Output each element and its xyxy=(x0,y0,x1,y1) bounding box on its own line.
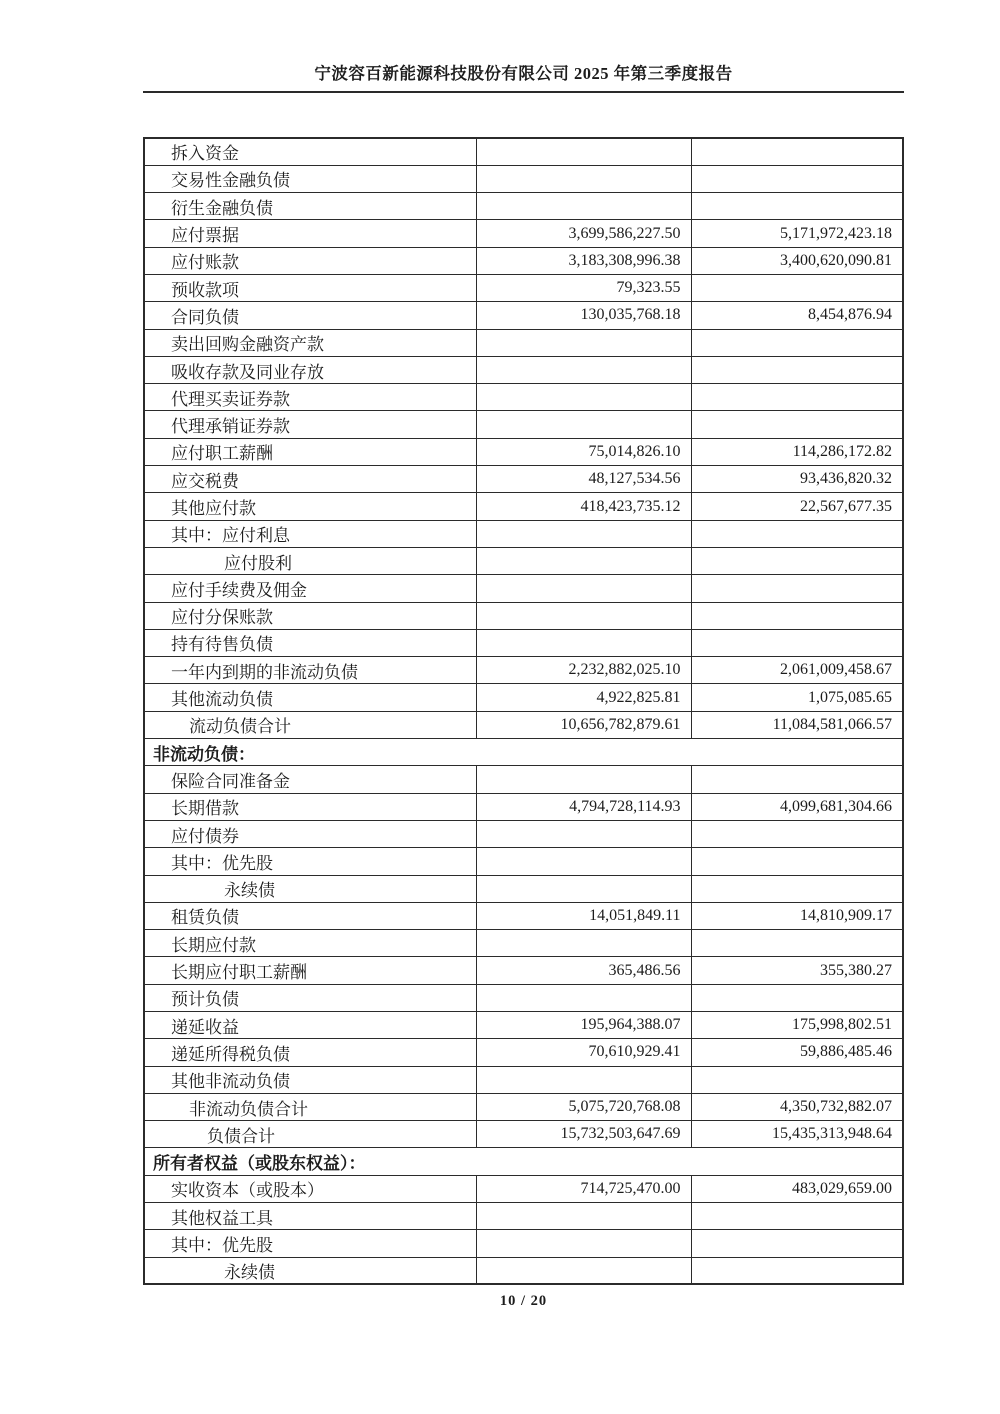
item-label-cell: 递延所得税负债 xyxy=(144,1039,476,1066)
item-label-cell: 吸收存款及同业存放 xyxy=(144,356,476,383)
amount-cell-col1: 5,075,720,768.08 xyxy=(476,1093,691,1120)
amount-cell-col2: 59,886,485.46 xyxy=(691,1039,903,1066)
item-label-cell: 交易性金融负债 xyxy=(144,165,476,192)
amount-cell-col2: 8,454,876.94 xyxy=(691,302,903,329)
amount-cell-col2 xyxy=(691,1230,903,1257)
amount-cell-col1 xyxy=(476,329,691,356)
amount-cell-col2 xyxy=(691,875,903,902)
table-row xyxy=(144,684,903,711)
amount-cell-col1: 3,183,308,996.38 xyxy=(476,247,691,274)
amount-cell-col2: 5,171,972,423.18 xyxy=(691,220,903,247)
table-row xyxy=(144,138,903,165)
amount-cell-col2 xyxy=(691,547,903,574)
amount-cell-col2 xyxy=(691,820,903,847)
item-label-cell: 非流动负债合计 xyxy=(144,1093,476,1120)
amount-cell-col2: 1,075,085.65 xyxy=(691,684,903,711)
table-row xyxy=(144,575,903,602)
amount-cell-col1 xyxy=(476,820,691,847)
table-row xyxy=(144,274,903,301)
item-label-cell: 永续债 xyxy=(144,875,476,902)
table-row xyxy=(144,657,903,684)
amount-cell-col1 xyxy=(476,1257,691,1284)
item-label-cell: 长期借款 xyxy=(144,793,476,820)
amount-cell-col1 xyxy=(476,356,691,383)
item-label-cell: 长期应付职工薪酬 xyxy=(144,957,476,984)
table-row xyxy=(144,1012,903,1039)
item-label-cell: 其中：应付利息 xyxy=(144,520,476,547)
item-label-cell: 负债合计 xyxy=(144,1121,476,1148)
table-row xyxy=(144,766,903,793)
item-label-cell: 应付职工薪酬 xyxy=(144,438,476,465)
amount-cell-col1 xyxy=(476,165,691,192)
amount-cell-col1: 4,922,825.81 xyxy=(476,684,691,711)
amount-cell-col1: 4,794,728,114.93 xyxy=(476,793,691,820)
amount-cell-col2: 11,084,581,066.57 xyxy=(691,711,903,738)
table-row xyxy=(144,165,903,192)
amount-cell-col2 xyxy=(691,629,903,656)
amount-cell-col1 xyxy=(476,930,691,957)
amount-cell-col2 xyxy=(691,602,903,629)
table-row xyxy=(144,411,903,438)
amount-cell-col1: 195,964,388.07 xyxy=(476,1012,691,1039)
amount-cell-col1 xyxy=(476,1066,691,1093)
table-row xyxy=(144,547,903,574)
amount-cell-col2 xyxy=(691,984,903,1011)
amount-cell-col1 xyxy=(476,411,691,438)
amount-cell-col2 xyxy=(691,930,903,957)
amount-cell-col2 xyxy=(691,329,903,356)
item-label-cell: 持有待售负债 xyxy=(144,629,476,656)
balance-sheet-table xyxy=(143,137,904,1285)
table-row xyxy=(144,1175,903,1202)
amount-cell-col2 xyxy=(691,193,903,220)
item-label-cell: 递延收益 xyxy=(144,1012,476,1039)
amount-cell-col1 xyxy=(476,602,691,629)
section-label-cell: 所有者权益（或股东权益）： xyxy=(144,1148,903,1175)
table-row xyxy=(144,1066,903,1093)
table-row xyxy=(144,302,903,329)
item-label-cell: 预收款项 xyxy=(144,274,476,301)
amount-cell-col1 xyxy=(476,138,691,165)
amount-cell-col1: 2,232,882,025.10 xyxy=(476,657,691,684)
table-row xyxy=(144,930,903,957)
section-label-cell: 非流动负债： xyxy=(144,739,903,766)
amount-cell-col2 xyxy=(691,274,903,301)
item-label-cell: 其中：优先股 xyxy=(144,1230,476,1257)
amount-cell-col1 xyxy=(476,193,691,220)
amount-cell-col2: 4,350,732,882.07 xyxy=(691,1093,903,1120)
amount-cell-col1: 14,051,849.11 xyxy=(476,902,691,929)
table-row xyxy=(144,1230,903,1257)
table-row xyxy=(144,220,903,247)
item-label-cell: 预计负债 xyxy=(144,984,476,1011)
amount-cell-col2 xyxy=(691,1203,903,1230)
item-label-cell: 卖出回购金融资产款 xyxy=(144,329,476,356)
item-label-cell: 其他非流动负债 xyxy=(144,1066,476,1093)
amount-cell-col1: 714,725,470.00 xyxy=(476,1175,691,1202)
item-label-cell: 合同负债 xyxy=(144,302,476,329)
table-row xyxy=(144,493,903,520)
amount-cell-col2: 355,380.27 xyxy=(691,957,903,984)
table-row xyxy=(144,902,903,929)
amount-cell-col1: 75,014,826.10 xyxy=(476,438,691,465)
amount-cell-col1 xyxy=(476,1203,691,1230)
amount-cell-col2: 93,436,820.32 xyxy=(691,466,903,493)
item-label-cell: 应交税费 xyxy=(144,466,476,493)
balance-sheet-rows xyxy=(144,138,903,1284)
table-row xyxy=(144,1203,903,1230)
item-label-cell: 应付分保账款 xyxy=(144,602,476,629)
table-row xyxy=(144,984,903,1011)
item-label-cell: 应付票据 xyxy=(144,220,476,247)
item-label-cell: 代理买卖证券款 xyxy=(144,384,476,411)
amount-cell-col2: 22,567,677.35 xyxy=(691,493,903,520)
amount-cell-col2 xyxy=(691,1066,903,1093)
item-label-cell: 其他应付款 xyxy=(144,493,476,520)
amount-cell-col1 xyxy=(476,1230,691,1257)
section-header-row xyxy=(144,1148,903,1175)
item-label-cell: 永续债 xyxy=(144,1257,476,1284)
amount-cell-col1: 130,035,768.18 xyxy=(476,302,691,329)
section-header-row xyxy=(144,739,903,766)
table-row xyxy=(144,602,903,629)
item-label-cell: 应付股利 xyxy=(144,547,476,574)
amount-cell-col1 xyxy=(476,984,691,1011)
amount-cell-col1 xyxy=(476,766,691,793)
item-label-cell: 其他流动负债 xyxy=(144,684,476,711)
table-row xyxy=(144,629,903,656)
item-label-cell: 拆入资金 xyxy=(144,138,476,165)
amount-cell-col1: 79,323.55 xyxy=(476,274,691,301)
table-row xyxy=(144,520,903,547)
item-label-cell: 应付账款 xyxy=(144,247,476,274)
table-row xyxy=(144,1039,903,1066)
amount-cell-col2: 3,400,620,090.81 xyxy=(691,247,903,274)
item-label-cell: 衍生金融负债 xyxy=(144,193,476,220)
table-row xyxy=(144,820,903,847)
table-row xyxy=(144,1121,903,1148)
amount-cell-col2: 114,286,172.82 xyxy=(691,438,903,465)
item-label-cell: 代理承销证券款 xyxy=(144,411,476,438)
table-row xyxy=(144,438,903,465)
amount-cell-col2 xyxy=(691,575,903,602)
amount-cell-col2 xyxy=(691,138,903,165)
table-row xyxy=(144,957,903,984)
amount-cell-col1 xyxy=(476,875,691,902)
amount-cell-col1: 70,610,929.41 xyxy=(476,1039,691,1066)
table-row xyxy=(144,875,903,902)
table-row xyxy=(144,193,903,220)
amount-cell-col2: 4,099,681,304.66 xyxy=(691,793,903,820)
item-label-cell: 租赁负债 xyxy=(144,902,476,929)
amount-cell-col1: 365,486.56 xyxy=(476,957,691,984)
amount-cell-col2 xyxy=(691,356,903,383)
amount-cell-col2: 175,998,802.51 xyxy=(691,1012,903,1039)
page-number: 10 / 20 xyxy=(499,1293,548,1309)
amount-cell-col1: 10,656,782,879.61 xyxy=(476,711,691,738)
balance-sheet-section xyxy=(143,137,904,1285)
amount-cell-col1 xyxy=(476,547,691,574)
table-row xyxy=(144,1257,903,1284)
amount-cell-col2: 2,061,009,458.67 xyxy=(691,657,903,684)
amount-cell-col1: 48,127,534.56 xyxy=(476,466,691,493)
amount-cell-col2: 483,029,659.00 xyxy=(691,1175,903,1202)
table-row xyxy=(144,329,903,356)
table-row xyxy=(144,356,903,383)
table-row xyxy=(144,1093,903,1120)
item-label-cell: 长期应付款 xyxy=(144,930,476,957)
amount-cell-col1 xyxy=(476,629,691,656)
item-label-cell: 其中：优先股 xyxy=(144,848,476,875)
table-row xyxy=(144,848,903,875)
document-header xyxy=(143,60,904,93)
amount-cell-col1 xyxy=(476,384,691,411)
amount-cell-col2 xyxy=(691,766,903,793)
table-row xyxy=(144,793,903,820)
amount-cell-col1 xyxy=(476,575,691,602)
item-label-cell: 流动负债合计 xyxy=(144,711,476,738)
amount-cell-col2 xyxy=(691,411,903,438)
amount-cell-col1: 3,699,586,227.50 xyxy=(476,220,691,247)
amount-cell-col1 xyxy=(476,520,691,547)
amount-cell-col2 xyxy=(691,520,903,547)
item-label-cell: 其他权益工具 xyxy=(144,1203,476,1230)
amount-cell-col2 xyxy=(691,1257,903,1284)
amount-cell-col2: 15,435,313,948.64 xyxy=(691,1121,903,1148)
amount-cell-col2: 14,810,909.17 xyxy=(691,902,903,929)
table-row xyxy=(144,247,903,274)
table-row xyxy=(144,384,903,411)
item-label-cell: 实收资本（或股本） xyxy=(144,1175,476,1202)
amount-cell-col2 xyxy=(691,384,903,411)
amount-cell-col2 xyxy=(691,165,903,192)
amount-cell-col1 xyxy=(476,848,691,875)
amount-cell-col2 xyxy=(691,848,903,875)
document-title: 宁波容百新能源科技股份有限公司 2025 年第三季度报告 xyxy=(314,64,733,83)
item-label-cell: 保险合同准备金 xyxy=(144,766,476,793)
amount-cell-col1: 15,732,503,647.69 xyxy=(476,1121,691,1148)
document-footer xyxy=(143,1292,904,1310)
table-row xyxy=(144,711,903,738)
table-row xyxy=(144,466,903,493)
item-label-cell: 应付债券 xyxy=(144,820,476,847)
amount-cell-col1: 418,423,735.12 xyxy=(476,493,691,520)
item-label-cell: 一年内到期的非流动负债 xyxy=(144,657,476,684)
item-label-cell: 应付手续费及佣金 xyxy=(144,575,476,602)
